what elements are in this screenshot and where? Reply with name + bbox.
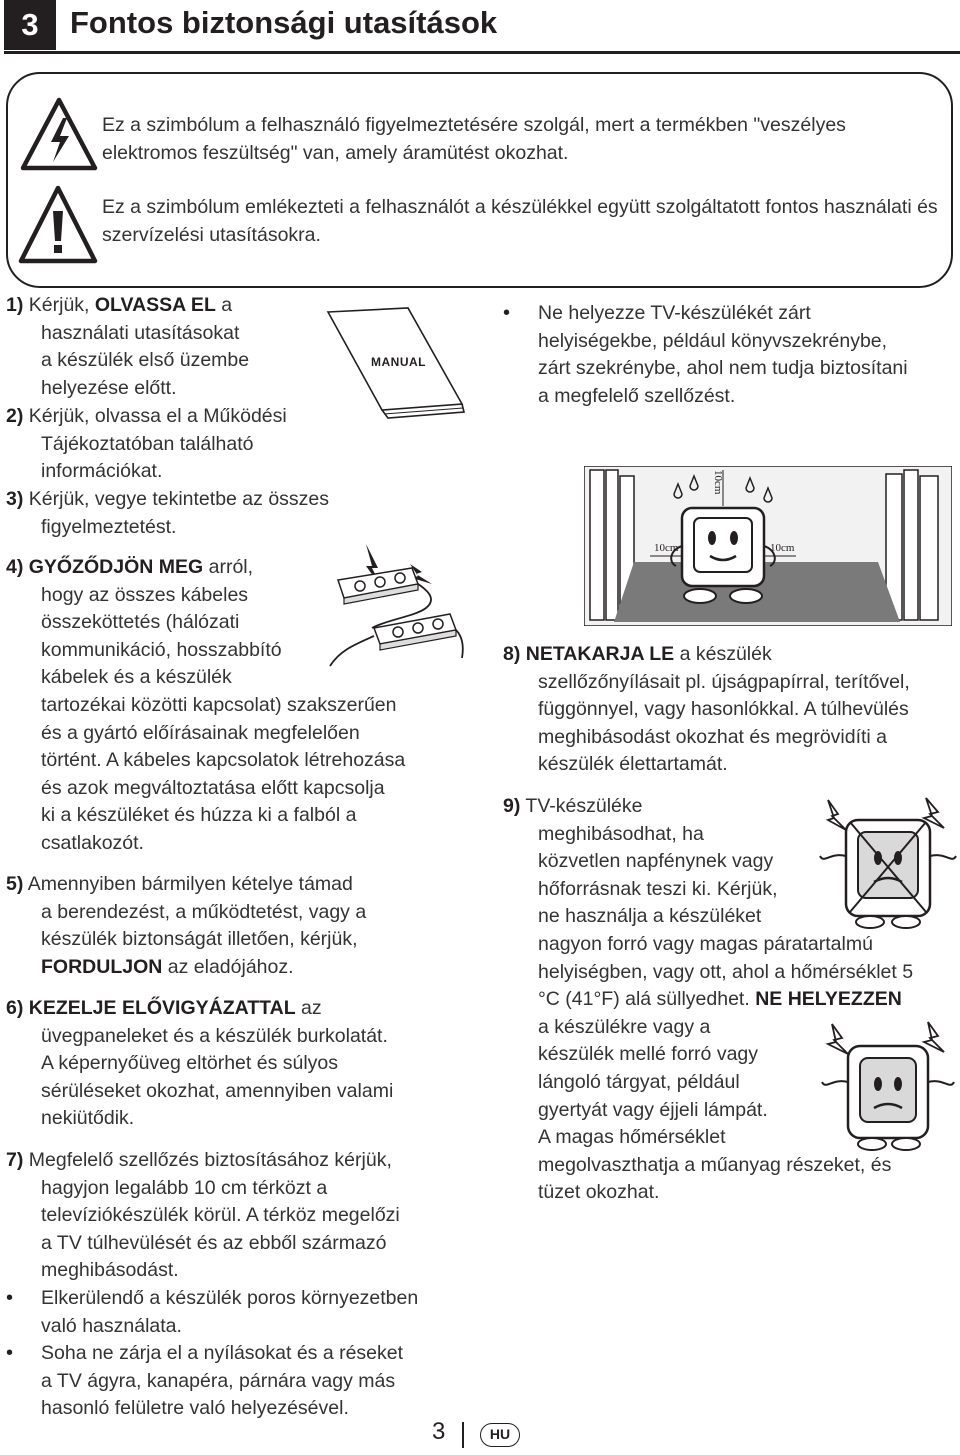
footer-divider (462, 1422, 464, 1448)
bullet-dust: • Elkerülendő a készülék poros környezetben való használata. (6, 1287, 419, 1337)
page-title: Fontos biztonsági utasítások (70, 5, 498, 40)
paragraph-6: 6) KEZELJE ELŐVIGYÁZATTAL az üvegpaneleket és a készülék burkolatát. A képernyőüveg eltörhet és súlyos sérüléseket okozhat, amennyiben valami nekiütődik. (6, 997, 394, 1130)
bullet-icon: • (503, 302, 511, 324)
paragraph-4: 4) GYŐZŐDJÖN MEG arról, hogy az összes kábeles összeköttetés (hálózati kommunikáció, hosszabbító kábelek és a készülék tartozékai közötti kapcsolat) szakszerűen és a gyártó előírásainak megfelelően történt. A kábeles kapcsolatok létrehozása és azok megváltoztatása előtt kapcsolja ki a készüléket és húzza ki a falból a csatlakozót. (6, 556, 406, 854)
distance-label-left: 10cm (654, 542, 679, 554)
page-number: 3 (432, 1418, 446, 1445)
paragraph-3: 3) Kérjük, vegye tekintetbe az összes figyelmeztetést. (6, 488, 330, 538)
language-badge: HU (480, 1423, 520, 1447)
manual-label: MANUAL (371, 355, 426, 369)
exclamation-warning-icon (18, 185, 98, 265)
bullet-openings: • Soha ne zárja el a nyílásokat és a réseket a TV ágyra, kanapéra, párnára vagy más hasonló felületre való helyezésével. (6, 1342, 404, 1420)
distance-label-top: 10cm (712, 470, 724, 495)
power-strip-illustration (326, 540, 466, 674)
paragraph-2: 2) Kérjük, olvassa el a Működési Tájékoztatóban található információkat. (6, 405, 287, 483)
warning-text-instructions: Ez a szimbólum emlékezteti a felhasználót a készülékkel együtt szolgáltatott fontos használati és szervízelési utasításokra. (102, 196, 938, 246)
paragraph-1: 1) Kérjük, OLVASSA EL a használati utasításokat a készülék első üzembe helyezése előtt. (6, 294, 250, 399)
section-number: 3 (4, 0, 56, 50)
paragraph-7: 7) Megfelelő szellőzés biztosításához kérjük, hagyjon legalább 10 cm térközt a televíziókészülék körül. A térköz megelőzi a TV túlhevülését és az ebből származó meghibásodást. (6, 1149, 400, 1282)
tv-heat-illustration (812, 1020, 958, 1156)
paragraph-8: 8) NETAKARJA LE a készülék szellőzőnyílásait pl. újságpapírral, terítővel, függönnyel, vagy hasonlókkal. A túlhevülés meghibásodást okozhat és megrövidíti a készülék élettartamát. (503, 643, 910, 776)
header-rule (4, 51, 960, 54)
bullet-icon: • (6, 1342, 14, 1364)
paragraph-5: 5) Amennyiben bármilyen kételye támad a berendezést, a működtetést, vagy a készülék biztonságát illetően, kérjük, FORDULJON az eladójához. (6, 873, 367, 978)
warning-box (6, 72, 953, 288)
ventilation-clearance-illustration (584, 466, 952, 626)
tv-sunlight-illustration (814, 794, 960, 932)
warning-text-voltage: Ez a szimbólum a felhasználó figyelmeztetésére szolgál, mert a termékben "veszélyes elektromos feszültség" van, amely áramütést okozhat. (102, 114, 846, 164)
lightning-warning-icon (20, 96, 98, 172)
distance-label-right: 10cm (770, 542, 795, 554)
bullet-icon: • (6, 1287, 14, 1309)
bullet-enclosed-space: • Ne helyezze TV-készülékét zárt helyiségekbe, például könyvszekrénybe, zárt szekrénybe, ahol nem tudja biztosítani a megfelelő szellőzést. (503, 302, 908, 407)
paragraph-9: 9) TV-készüléke meghibásodhat, ha közvetlen napfénynek vagy hőforrásnak teszi ki. Kérjük, ne használja a készüléket nagyon forró vagy magas páratartalmú helyiségben, vagy ott, ahol a hőmérséklet 5 °C (41°F) alá süllyedhet. NE HELYEZZEN a készülékre vagy a készülék mellé forró vagy lángoló tárgyat, például gyertyát vagy éjjeli lámpát. A magas hőmérséklet megolvaszthatja a műanyag részeket, és tüzet okozhat. (503, 795, 914, 1204)
